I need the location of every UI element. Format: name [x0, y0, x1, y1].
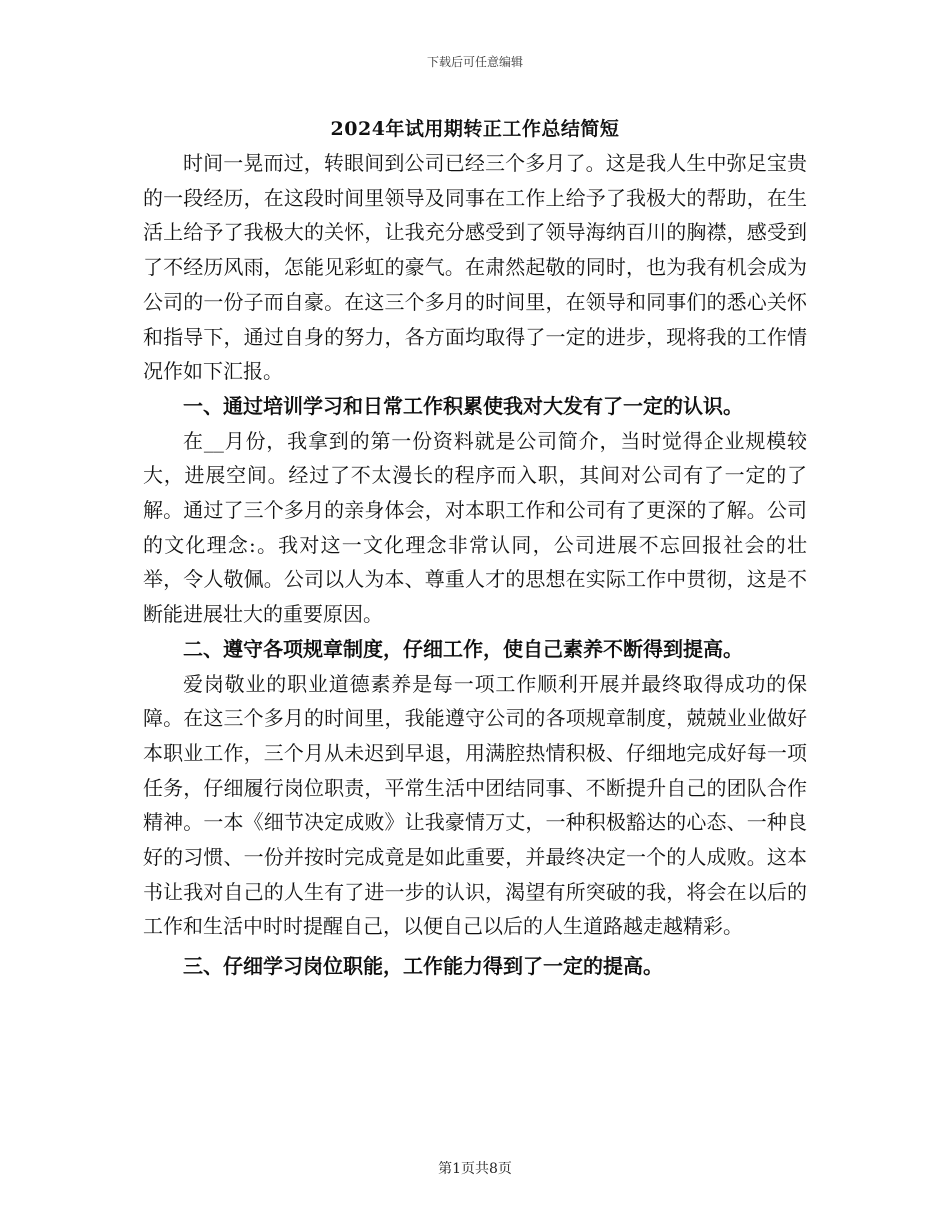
document-body	[143, 146, 807, 984]
section-body-2: 爱岗敬业的职业道德素养是每一项工作顺利开展并最终取得成功的保障。在这三个多月的时间里，我能遵守公司的各项规章制度，兢兢业业做好本职业工作，三个月从未迟到早退，用满腔热情积极、仔细地完成好每一项任务，仔细履行岗位职责，平常生活中团结同事、不断提升自己的团队合作精神。一本《细节决定成败》让我豪情万丈，一种积极豁达的心态、一种良好的习惯、一份并按时完成竟是如此重要，并最终决定一个的人成败。这本书让我对自己的人生有了进一步的认识，渴望有所突破的我，将会在以后的工作和生活中时时提醒自己，以便自己以后的人生道路越走越精彩。	[143, 671, 807, 939]
section-body-1: 在__月份，我拿到的第一份资料就是公司简介，当时觉得企业规模较大，进展空间。经过了不太漫长的程序而入职，其间对公司有了一定的了解。通过了三个多月的亲身体会，对本职工作和公司有了更深的了解。公司的文化理念:。我对这一文化理念非常认同，公司进展不忘回报社会的壮举，令人敬佩。公司以人为本、尊重人才的思想在实际工作中贯彻，这是不断能进展壮大的重要原因。	[143, 428, 807, 627]
document-title: 2024年试用期转正工作总结简短	[330, 118, 620, 140]
intro-paragraph: 时间一晃而过，转眼间到公司已经三个多月了。这是我人生中弥足宝贵的一段经历，在这段时间里领导及同事在工作上给予了我极大的帮助，在生活上给予了我极大的关怀，让我充分感受到了领导海纳百川的胸襟，感受到了不经历风雨，怎能见彩虹的豪气。在肃然起敬的同时，也为我有机会成为公司的一份子而自豪。在这三个多月的时间里，在领导和同事们的悉心关怀和指导下，通过自身的努力，各方面均取得了一定的进步，现将我的工作情况作如下汇报。	[143, 151, 807, 384]
section-heading-1: 一、通过培训学习和日常工作积累使我对大发有了一定的认识。	[183, 393, 743, 418]
section-heading-2: 二、遵守各项规章制度，仔细工作，使自己素养不断得到提高。	[183, 636, 743, 661]
section-heading-3: 三、仔细学习岗位职能，工作能力得到了一定的提高。	[183, 954, 663, 979]
page-footer: 第1页共8页	[438, 1161, 512, 1177]
header-note: 下载后可任意编辑	[426, 55, 523, 69]
